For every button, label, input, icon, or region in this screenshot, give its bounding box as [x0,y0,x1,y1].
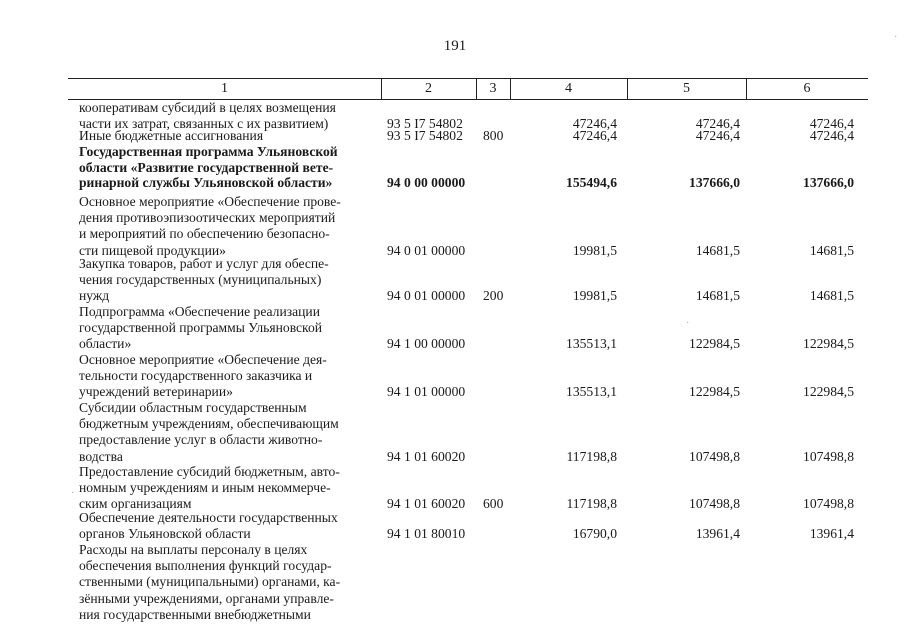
row-name [79,128,375,144]
row-name-line: обеспечения выполнения функций государ- [79,558,332,574]
value-col-4: 19981,5 [572,242,617,258]
value-col-6: 107498,8 [803,496,854,512]
code-cell: 94 1 01 60020 [387,496,466,512]
row-name-line: области «Развитие государственной вете- [79,159,334,175]
code-cell: 94 1 01 60020 [387,448,466,464]
value-col-6: 107498,8 [803,448,854,464]
header-col-3: 3 [489,81,497,96]
row-name-line: предоставление услуг в области животно- [79,432,323,448]
value-col-5: 14681,5 [695,242,740,258]
row-name-line: и мероприятий по обеспечению безопасно- [79,226,330,242]
value-col-4: 135513,1 [566,336,617,352]
row-name-line: ским организациям [79,496,192,512]
header-col-1: 1 [221,81,228,96]
row-name [79,144,375,191]
row-name-line: Расходы на выплаты персоналу в целях [79,542,308,557]
row-name-line: Основное мероприятие «Обеспечение прове- [79,194,341,209]
value-col-6: 14681,5 [809,288,854,304]
value-col-5: 137666,0 [689,175,740,190]
row-name-line: ственными (муниципальными) органами, ка- [79,574,341,590]
row-name-line: учреждений ветеринарии» [79,384,233,400]
row-name-line: бюджетным учреждениям, обеспечивающим [79,416,339,432]
value-col-5: 107498,8 [689,448,740,464]
value-col-4: 117198,8 [566,448,617,464]
code-cell: 93 5 I7 54802 [387,116,463,132]
scan-speck: · [71,488,75,499]
value-col-4: 19981,5 [572,288,617,304]
row-name-line: зёнными учреждениями, органами управле- [79,590,334,606]
value-col-5: 122984,5 [689,384,740,400]
header-col-4: 4 [565,81,572,96]
value-col-6: 13961,4 [809,526,854,542]
value-col-5: 14681,5 [695,288,740,304]
row-name [79,400,375,465]
value-col-4: 47246,4 [572,116,617,132]
code-cell: 94 0 01 00000 [387,242,466,258]
value-col-6: 122984,5 [803,384,854,400]
row-name [79,510,375,542]
value-col-6: 122984,5 [803,336,854,352]
row-name-line: области» [79,336,132,352]
row-name-line: Закупка товаров, работ и услуг для обеспе- [79,256,329,271]
row-name-line: номным учреждениям и иным некоммерче- [79,480,331,496]
value-col-6: 14681,5 [809,242,854,258]
value-col-6: 47246,4 [809,128,854,143]
row-name-line: чения государственных (муниципальных) [79,272,322,288]
expense-type-cell: 200 [483,288,504,304]
header-col-6: 6 [803,81,811,96]
value-col-4: 155494,6 [566,175,617,190]
row-name-line: Предоставление субсидий бюджетным, авто- [79,464,340,479]
row-name-line: ния государственными внебюджетными [79,606,311,622]
row-name [79,256,375,305]
value-col-6: 47246,4 [809,116,854,132]
row-name-line: сти пищевой продукции» [79,242,226,258]
value-col-5: 47246,4 [695,116,740,132]
code-cell: 94 0 00 00000 [387,175,466,190]
header-col-2: 2 [425,81,432,96]
expense-type-cell: 800 [483,128,504,143]
code-cell: 94 1 00 00000 [387,336,466,352]
header-col-5: 5 [683,81,690,96]
row-name-line: Основное мероприятие «Обеспечение дея- [79,352,327,367]
row-name [79,352,375,401]
page-number: 191 [443,38,467,54]
value-col-5: 13961,4 [695,526,740,542]
row-name-line: ринарной службы Ульяновской области» [79,175,333,190]
row-name-line: Иные бюджетные ассигнования [79,128,264,143]
value-col-5: 107498,8 [689,496,740,512]
value-col-4: 135513,1 [566,384,617,400]
row-name-line: Субсидии областным государственным [79,400,307,415]
value-col-4: 47246,4 [572,128,617,143]
row-name-line: тельности государственного заказчика и [79,368,313,384]
row-name-line: Государственная программа Ульяновской [79,144,338,159]
scan-speck: · [686,318,690,329]
row-name-line: кооперативам субсидий в целях возмещения [79,100,336,115]
row-name [79,304,375,353]
value-col-4: 16790,0 [572,526,617,542]
code-cell: 93 5 I7 54802 [387,128,463,143]
row-name-line: Обеспечение деятельности государственных [79,510,338,525]
row-name [79,542,375,623]
row-name-line: дения противоэпизоотических мероприятий [79,210,336,226]
value-col-5: 47246,4 [695,128,740,143]
value-col-4: 117198,8 [566,496,617,512]
row-name-line: водства [79,448,123,464]
row-name-line: Подпрограмма «Обеспечение реализации [79,304,320,319]
code-cell: 94 1 01 80010 [387,526,466,542]
code-cell: 94 1 01 00000 [387,384,466,400]
code-cell: 94 0 01 00000 [387,288,466,304]
row-name [79,194,375,259]
scan-speck: · [894,32,898,43]
expense-type-cell: 600 [483,496,504,512]
row-name-line: государственной программы Ульяновской [79,320,323,336]
value-col-6: 137666,0 [803,175,854,190]
row-name-line: органов Ульяновской области [79,526,251,542]
row-name-line: части их затрат, связанных с их развитием) [79,116,329,132]
value-col-5: 122984,5 [689,336,740,352]
row-name-line: нужд [79,288,110,304]
row-name [79,464,375,513]
